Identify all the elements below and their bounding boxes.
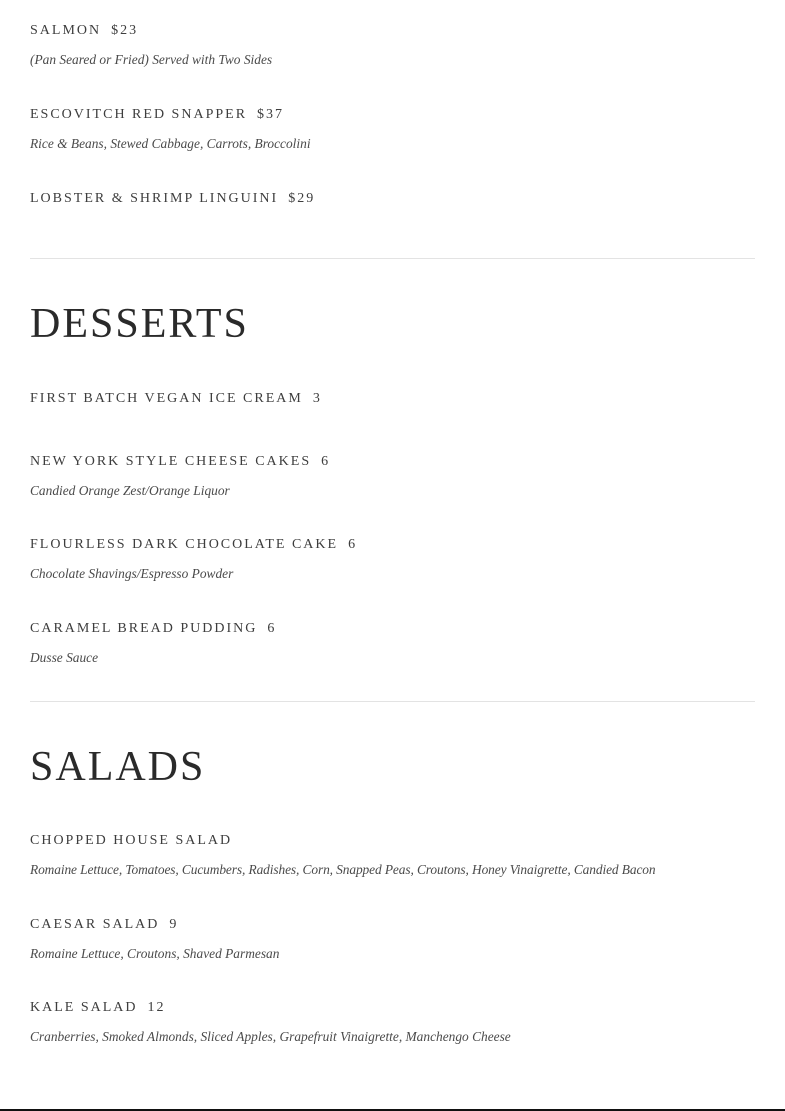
item-title — [30, 620, 755, 638]
item-price: 3 — [312, 391, 322, 406]
item-price: 9 — [169, 917, 179, 932]
item-description: Romaine Lettuce, Croutons, Shaved Parmesan — [30, 946, 280, 961]
item-price: $29 — [288, 191, 316, 206]
section-heading-desserts: DESSERTS — [30, 301, 249, 347]
item-description: (Pan Seared or Fried) Served with Two Sides — [30, 52, 273, 67]
menu-item-cheese-cakes — [30, 453, 755, 500]
salads-section — [30, 743, 755, 1046]
item-title — [30, 22, 755, 40]
item-title — [30, 453, 755, 471]
item-description: Chocolate Shavings/Espresso Powder — [30, 566, 234, 581]
item-title — [30, 190, 755, 208]
section-divider — [30, 258, 755, 259]
item-title — [30, 390, 755, 408]
item-name: KALE SALAD — [30, 1000, 138, 1015]
section-divider — [30, 701, 755, 702]
item-title — [30, 536, 755, 554]
menu-item-caesar-salad — [30, 916, 755, 963]
menu-item-chocolate-cake — [30, 536, 755, 583]
desserts-section — [30, 300, 755, 667]
menu-item-bread-pudding — [30, 620, 755, 667]
item-name: CAESAR SALAD — [30, 917, 160, 932]
item-price: $37 — [257, 107, 285, 122]
item-description: Romaine Lettuce, Tomatoes, Cucumbers, Radishes, Corn, Snapped Peas, Croutons, Honey Vinaigrette, Candied Bacon — [30, 862, 656, 877]
menu-item-kale-salad — [30, 999, 755, 1046]
item-title — [30, 916, 755, 934]
item-name: NEW YORK STYLE CHEESE CAKES — [30, 454, 312, 469]
item-title — [30, 832, 755, 850]
menu-item-vegan-ice-cream — [30, 390, 755, 408]
menu-item-chopped-house-salad — [30, 832, 755, 879]
item-title — [30, 106, 755, 124]
menu-item-escovitch-red-snapper — [30, 106, 755, 153]
item-name: CHOPPED HOUSE SALAD — [30, 833, 233, 848]
item-name: SALMON — [30, 23, 102, 38]
item-price: $23 — [111, 23, 139, 38]
menu-content — [30, 0, 755, 1046]
item-name: FLOURLESS DARK CHOCOLATE CAKE — [30, 537, 339, 552]
item-name: LOBSTER & SHRIMP LINGUINI — [30, 191, 279, 206]
menu-item-lobster-shrimp-linguini — [30, 190, 755, 208]
item-price: 6 — [348, 537, 358, 552]
item-name: CARAMEL BREAD PUDDING — [30, 621, 258, 636]
item-price: 12 — [147, 1000, 166, 1015]
menu-item-salmon — [30, 22, 755, 69]
item-title — [30, 999, 755, 1017]
item-name: FIRST BATCH VEGAN ICE CREAM — [30, 391, 303, 406]
item-price: 6 — [267, 621, 277, 636]
section-heading-salads: SALADS — [30, 744, 206, 790]
item-description: Cranberries, Smoked Almonds, Sliced Apples, Grapefruit Vinaigrette, Manchengo Cheese — [30, 1029, 511, 1044]
item-description: Dusse Sauce — [30, 650, 99, 665]
item-description: Candied Orange Zest/Orange Liquor — [30, 483, 230, 498]
item-name: ESCOVITCH RED SNAPPER — [30, 107, 248, 122]
item-price: 6 — [321, 454, 331, 469]
item-description: Rice & Beans, Stewed Cabbage, Carrots, Broccolini — [30, 136, 311, 151]
entrees-section — [30, 0, 755, 208]
